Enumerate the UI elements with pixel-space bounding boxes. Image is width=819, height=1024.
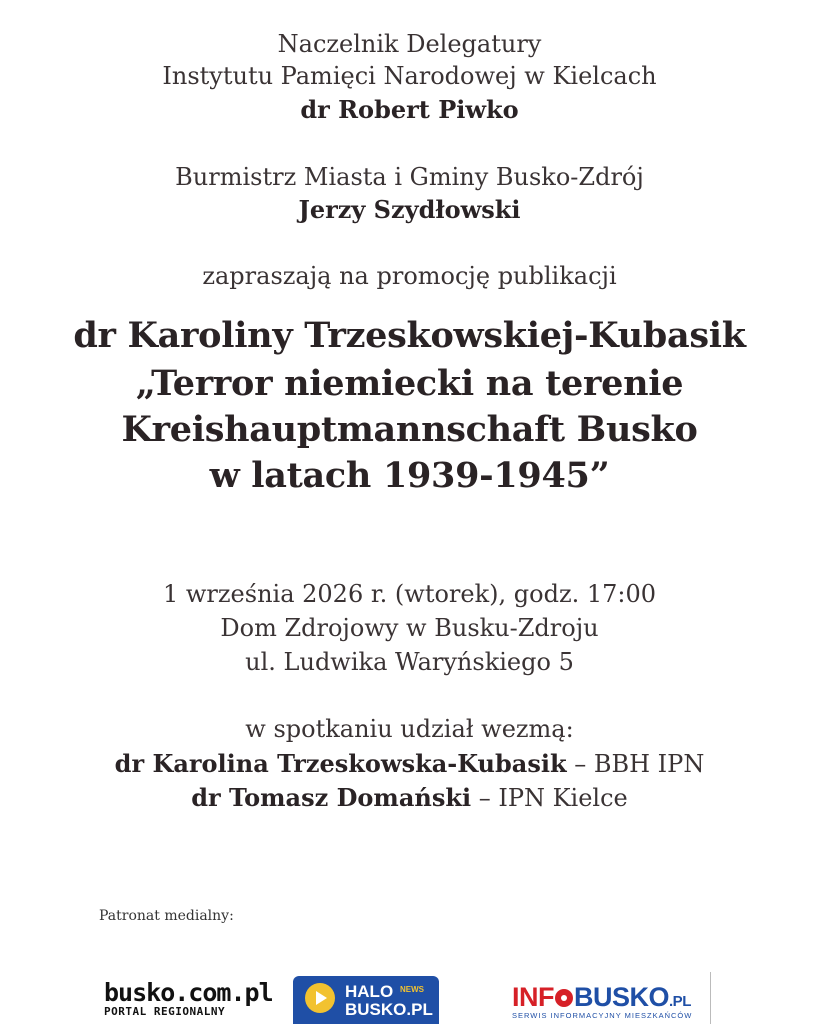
- book-title-line-3: w latach 1939-1945”: [209, 455, 610, 496]
- target-dot-icon: [555, 989, 573, 1007]
- logo-halo-busko-text: BUSKO.PL: [345, 1000, 433, 1019]
- header-line-3: Burmistrz Miasta i Gminy Busko-Zdrój: [175, 163, 644, 191]
- header-name-2: Jerzy Szydłowski: [298, 195, 521, 224]
- speaker-1-affiliation: – BBH IPN: [566, 750, 705, 778]
- logo-infobusko-text: [512, 982, 691, 1013]
- speaker-1: [0, 749, 819, 778]
- logo-halo-news: NEWS: [400, 985, 424, 994]
- header-line-2: Instytutu Pamięci Narodowej w Kielcach: [162, 62, 657, 90]
- event-place: Dom Zdrojowy w Busku-Zdroju: [220, 614, 599, 642]
- speaker-2-affiliation: – IPN Kielce: [471, 784, 628, 812]
- speaker-2: [0, 783, 819, 812]
- logo-infobusko-pl: .PL: [669, 993, 691, 1010]
- speaker-1-name: dr Karolina Trzeskowska-Kubasik: [114, 749, 567, 778]
- book-title-line-2: Kreishauptmannschaft Busko: [121, 409, 698, 450]
- event-address: ul. Ludwika Waryńskiego 5: [245, 648, 574, 676]
- speakers-intro: w spotkaniu udział wezmą:: [245, 715, 574, 743]
- event-date: 1 września 2026 r. (wtorek), godz. 17:00: [162, 580, 657, 608]
- logo-infobusko-info: INF: [512, 982, 554, 1012]
- logo-halo-busko: [293, 976, 439, 1024]
- logo-infobusko-busko: BUSKO: [574, 982, 670, 1012]
- logo-busko-com-pl-text: busko.com.pl: [104, 978, 273, 1007]
- invite-text: zapraszają na promocję publikacji: [202, 262, 617, 290]
- header-name-1: dr Robert Piwko: [300, 95, 519, 124]
- play-icon: [305, 983, 335, 1013]
- logo-divider: [710, 972, 711, 1024]
- logo-infobusko-sub: SERWIS INFORMACYJNY MIESZKAŃCÓW: [512, 1011, 693, 1020]
- logo-busko-com-pl-sub: PORTAL REGIONALNY: [104, 1005, 226, 1018]
- media-patronage-label: Patronat medialny:: [99, 908, 234, 924]
- book-author: dr Karoliny Trzeskowskiej-Kubasik: [73, 315, 746, 356]
- speaker-2-name: dr Tomasz Domański: [191, 783, 472, 812]
- book-title-line-1: „Terror niemiecki na terenie: [135, 363, 684, 404]
- logo-halo-text: HALO: [345, 982, 394, 1001]
- header-line-1: Naczelnik Delegatury: [277, 30, 542, 58]
